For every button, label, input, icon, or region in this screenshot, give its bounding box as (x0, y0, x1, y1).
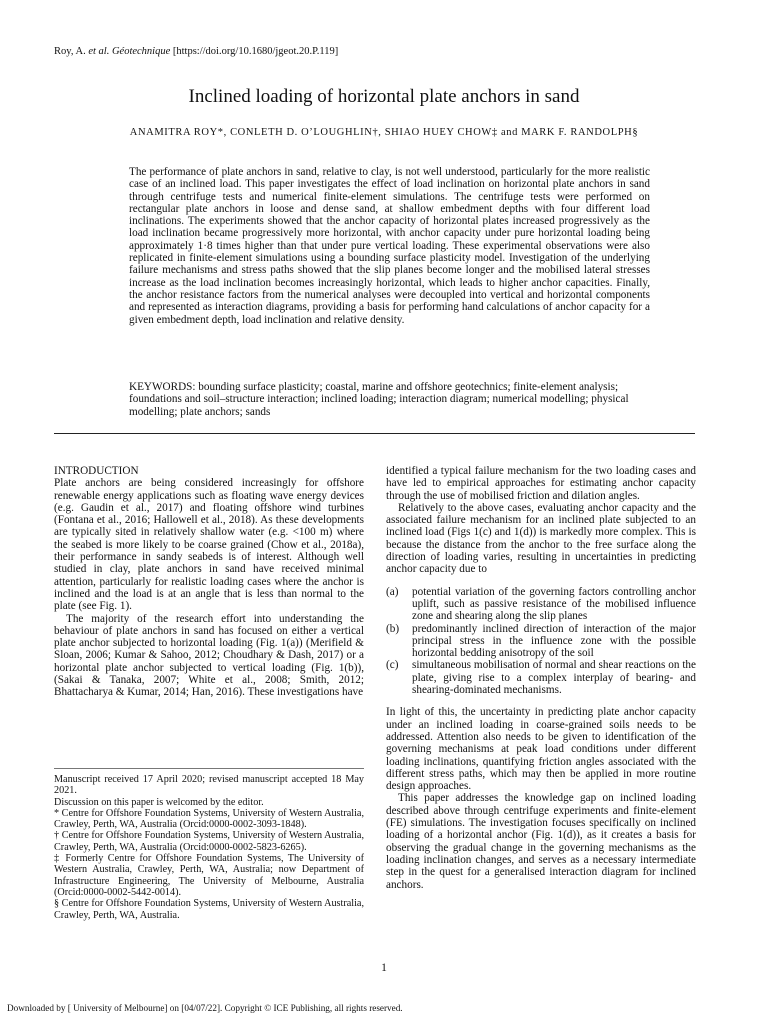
footnote: * Centre for Offshore Foundation Systems, University of Western Australia, Crawley, Perth, WA, Australia (Orcid:0000-0002-3093-1848). (54, 807, 364, 831)
footnote: Manuscript received 17 April 2020; revised manuscript accepted 18 May 2021. (54, 774, 364, 797)
right-paragraph-2: Relatively to the above cases, evaluating anchor capacity and the associated failure mechanism for an inclined plate subjected to an inclined load (Figs 1(c) and 1(d)) is markedly more complex. This is because the distance from the anchor to the free surface along the direction of loading varies, resulting in uncertainties in predicting anchor capacity due to (386, 501, 696, 576)
paper-title: Inclined loading of horizontal plate anchors in sand (188, 86, 580, 107)
journal-name: Géotechnique (111, 46, 171, 57)
footnote: § Centre for Offshore Foundation Systems, University of Western Australia, Crawley, Perth, WA, Australia. (54, 898, 364, 921)
right-column (386, 465, 696, 891)
abstract: The performance of plate anchors in sand, relative to clay, is not well understood, particularly for the more realistic case of an inclined load. This paper investigates the effect of load inclination on horizontal plate anchors in sand through centrifuge tests and numerical finite-element simulations. The centrifuge tests were performed on rectangular plate anchors in loose and dense sand, at shallow embedment depths with four different load inclinations. The experiments showed that the anchor capacity of horizontal plates increased progressively as the load inclination became progressively more horizontal, with anchor capacity under pure horizontal loading being approximately 1·8 times higher than that under pure vertical loading. These experimental observations were also replicated in finite-element simulations using a bounding surface plasticity model. Investigation of the underlying failure mechanisms and stress paths showed that the slip planes become longer and the mobilised lateral stresses increase as the load inclination becomes increasingly horizontal, which leads to higher anchor capacities. Finally, the anchor resistance factors from the numerical analyses were decoupled into vertical and horizontal components and represented as interaction diagrams, providing a basis for performing hand calculations of anchor capacity for a given embedment depth, load inclination and relative density. (129, 166, 650, 326)
author-list: ANAMITRA ROY*, CONLETH D. O’LOUGHLIN†, SHIAO HUEY CHOW‡ and MARK F. RANDOLPH§ (129, 127, 639, 138)
keywords: KEYWORDS: bounding surface plasticity; coastal, marine and offshore geotechnics; finite-element analysis; foundations and soil–structure interaction; inclined loading; interaction diagram; numerical modelling; physical modelling; plate anchors; sands (129, 381, 629, 418)
uncertainty-list (386, 586, 696, 697)
page-number: 1 (381, 962, 387, 974)
list-label: (b) (386, 622, 400, 635)
doi-link[interactable]: [https://doi.org/10.1680/jgeot.20.P.119] (172, 46, 339, 57)
left-column (54, 465, 364, 699)
list-label: (a) (386, 585, 399, 598)
download-notice: Downloaded by [ University of Melbourne] on [04/07/22]. Copyright © ICE Publishing, all rights reserved. (7, 1003, 403, 1013)
list-item (386, 586, 696, 623)
footnote-divider (54, 768, 364, 769)
citation-header (54, 46, 338, 57)
footnote: † Centre for Offshore Foundation Systems, University of Western Australia, Crawley, Perth, WA, Australia (Orcid:0000-0002-5823-6265). (54, 830, 364, 853)
list-label: (c) (386, 659, 399, 672)
section-divider (54, 433, 695, 434)
list-item (386, 623, 696, 660)
section-heading-introduction: INTRODUCTION (54, 465, 139, 477)
right-paragraph-3: In light of this, the uncertainty in predicting plate anchor capacity under an inclined loading in coarse-grained soils needs to be addressed. Attention also needs to be given to identification of the governing mechanisms at peak load conditions under different loading inclinations, quantifying friction angles associated with the different stress paths, which may then be applied in more routine design approaches. (386, 706, 696, 793)
footnotes (54, 774, 364, 921)
footnote: ‡ Formerly Centre for Offshore Foundation Systems, The University of Western Australia, Crawley, Perth, WA, Australia; now Department of Infrastructure Engineering, The University of Melbourne, Australia (Orcid:0000-0002-5442-0014). (54, 853, 364, 898)
intro-paragraph-2: The majority of the research effort into understanding the behaviour of plate anchors in sand has focused on either a vertical plate anchor subjected to horizontal loading (Fig. 1(a)) (Merifield & Sloan, 2006; Kumar & Sahoo, 2012; Choudhary & Dash, 2017) or a horizontal plate anchor subjected to vertical loading (Fig. 1(b)), (Sakai & Tanaka, 2007; White et al., 2008; Smith, 2012; Bhattacharya & Kumar, 2014; Han, 2016). These investigations have (54, 612, 364, 699)
list-text: potential variation of the governing factors controlling anchor uplift, such as passive resistance of the mobilised influence zone and shearing along the slip planes (412, 585, 696, 623)
list-text: predominantly inclined direction of interaction of the major principal stress in the influence zone with the possible horizontal bedding anisotropy of the soil (412, 622, 696, 660)
right-paragraph-1: identified a typical failure mechanism for the two loading cases and have led to empirical approaches for estimating anchor capacity through the use of mobilised friction and dilation angles. (386, 465, 696, 502)
intro-paragraph-1: Plate anchors are being considered increasingly for offshore renewable energy applications such as floating wave energy devices (e.g. Gaudin et al., 2017) and floating offshore wind turbines (Fontana et al., 2016; Hallowell et al., 2018). As these developments are typically sited in relatively shallow water (e.g. <100 m) where the seabed is more likely to be coarse grained (Chow et al., 2018a), their performance in sandy seabeds is of interest. Although well studied in clay, plate anchors in sand have received minimal attention, particularly for realistic loading cases where the anchor is inclined and the load is at an angle that is less than normal to the plate (see Fig. 1). (54, 477, 364, 613)
citation-etal: et al. (88, 46, 110, 57)
list-item (386, 659, 696, 696)
right-paragraph-4: This paper addresses the knowledge gap on inclined loading described above through centrifuge experiments and finite-element (FE) simulations. The investigation focuses specifically on inclined loading of a horizontal anchor (Fig. 1(d)), as it creates a basis for observing the gradual change in the governing mechanisms as the loading inclination changes, and serves as a necessary intermediate step in the quest for a generalised interaction diagram for inclined anchors. (386, 792, 696, 891)
citation-authors: Roy, A. (54, 46, 86, 57)
footnote: Discussion on this paper is welcomed by the editor. (54, 796, 264, 808)
list-text: simultaneous mobilisation of normal and shear reactions on the plate, giving rise to a complex interplay of bearing- and shearing-dominated mechanisms. (412, 659, 696, 697)
